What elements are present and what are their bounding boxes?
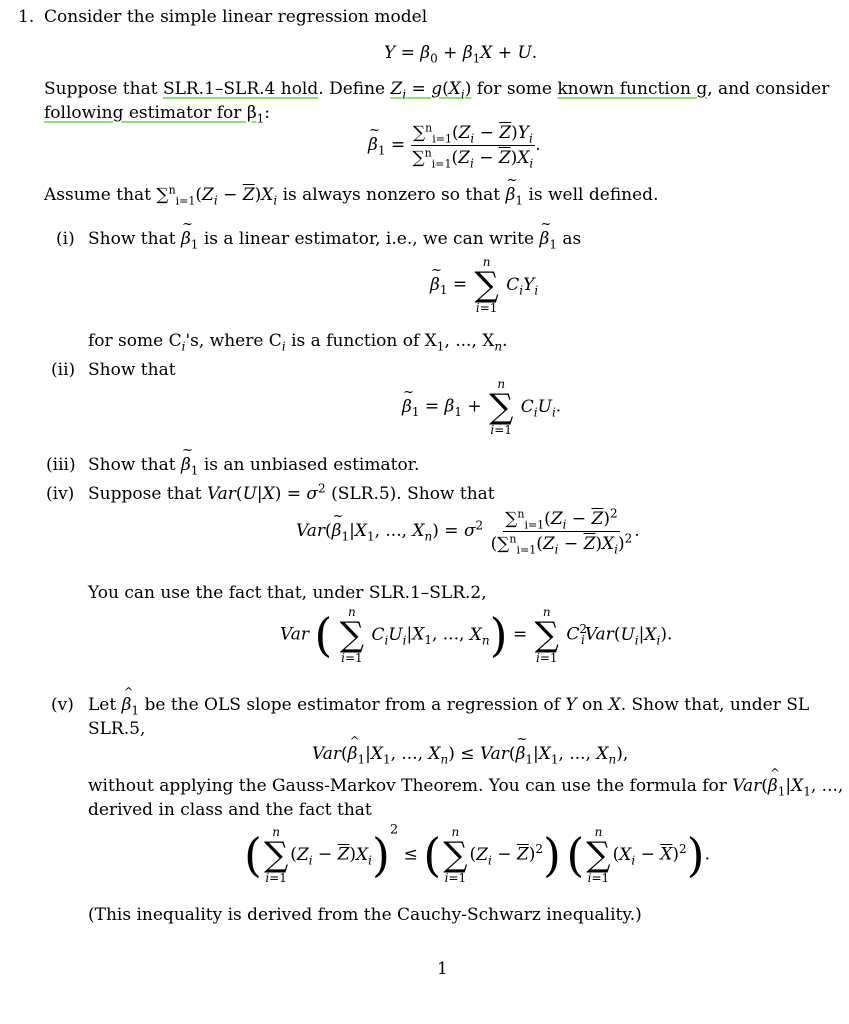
part-ii-label: (ii) (51, 360, 76, 380)
part-v-note: (This inequality is derived from the Cauchy-Schwarz inequality.) (88, 905, 642, 925)
for-some-text: for some (471, 79, 558, 99)
part-ii-text: Show that (88, 360, 176, 380)
and-consider-text: , and consider (707, 79, 830, 99)
following-text: following estimator for β (44, 103, 257, 123)
page-number: 1 (437, 959, 448, 979)
assume-text: Assume that (44, 185, 152, 205)
assume-tail-text: is always nonzero so that (282, 185, 501, 205)
slr-hold-text: SLR.1–SLR.4 hold (162, 79, 319, 99)
part-iv-fact: You can use the fact that, under SLR.1–SLR.2, (88, 583, 487, 603)
cauchy-schwarz-inequality: ( n ∑ i=1 $(Z_i - \overline{Z})X_i)^2$ ≤ ( n ∑ i=1 $(Z_i - \overline{Z})^2$) ( n ∑ i=1 $(X_i - \overline{X})^2$). (244, 822, 710, 885)
part-v-inequality: Var(^ $\beta_1|X_1$, ..., $X_n$) ≤ Var(~ $\beta_1|X_1$, ..., $X_n$), (312, 743, 628, 765)
define-text: . Define (318, 79, 391, 99)
part-ii-equation: ~ $\beta_1 = \beta_1$ + n ∑ i=1 $C_iU_i$. (402, 378, 561, 436)
problem-number: 1. (18, 7, 35, 27)
part-i-tail: for some $C_i's$, where $C_i$ is a function of $X_1$, ..., $X_n$. (88, 331, 508, 354)
model-equation: $Y = \beta_0 + \beta_1X + U$. (384, 43, 538, 66)
well-defined-text: is well defined. (528, 185, 659, 205)
part-iii-label: (iii) (46, 455, 76, 475)
assume-line: Assume that $\sum^n_{i=1}(Z_i - \overline{Z})X_i$ is always nonzero so that ~ $\beta_1$ is well defined. (44, 184, 658, 206)
part-i-equation: ~ $\beta_1$ = n ∑ i=1 $C_iY_i$ (430, 256, 538, 314)
part-iii-text: Show that ~ $\beta_1$ is an unbiased estimator. (88, 454, 419, 476)
estimator-equation: ~ $\beta_1$ = $\frac{\sum^n_{i=1}(Z_i - \overline{Z})Y_i}{\sum^n_{i=1}(Z_i - \overline{Z})X_i}$ . (368, 122, 541, 169)
part-v-label: (v) (51, 695, 74, 715)
z-definition: $Z_i = g(X_i)$ (390, 79, 472, 102)
part-v-text: Let ^ $\beta_1$ be the OLS slope estimator from a regression of Y on X. Show that, under SL (88, 694, 809, 716)
part-iv-equation: Var(~ $\beta_1|X_1$, ..., $X_n) = \sigma^2$ $\frac{\sum^n_{i=1}(Z_i - \overline{Z})^2}{(\sum^n_{i=1}(Z_i - \overline{Z})X_i)^2}$ . (296, 508, 640, 555)
part-i-label: (i) (56, 229, 75, 249)
part-iv-label: (iv) (46, 484, 75, 504)
problem-intro: Consider the simple linear regression model (44, 7, 428, 27)
part-iv-variance-equation: Var ( n ∑ i=1 $C_iU_i|X_1$, ..., $X_n$) = n ∑ i=1 $C^2_iVar(U_i|X_i)$. (280, 605, 673, 665)
known-function-text: known function g (557, 79, 708, 99)
suppose-prefix: Suppose that (44, 79, 163, 99)
part-v-slr5: SLR.5, (88, 719, 146, 739)
part-v-without: without applying the Gauss-Markov Theorem. You can use the formula for Var(^ $\beta_1|X_1$, ..., (88, 775, 843, 797)
part-iv-text: Suppose that $Var(U|X) = \sigma^2$ (SLR.5). Show that (88, 481, 495, 504)
suppose-line (44, 78, 829, 100)
following-line: following estimator for $\beta_1$: (44, 103, 271, 126)
part-i-text: Show that ~ $\beta_1$ is a linear estimator, i.e., we can write ~ $\beta_1$ as (88, 228, 581, 250)
part-v-derived: derived in class and the fact that (88, 800, 372, 820)
